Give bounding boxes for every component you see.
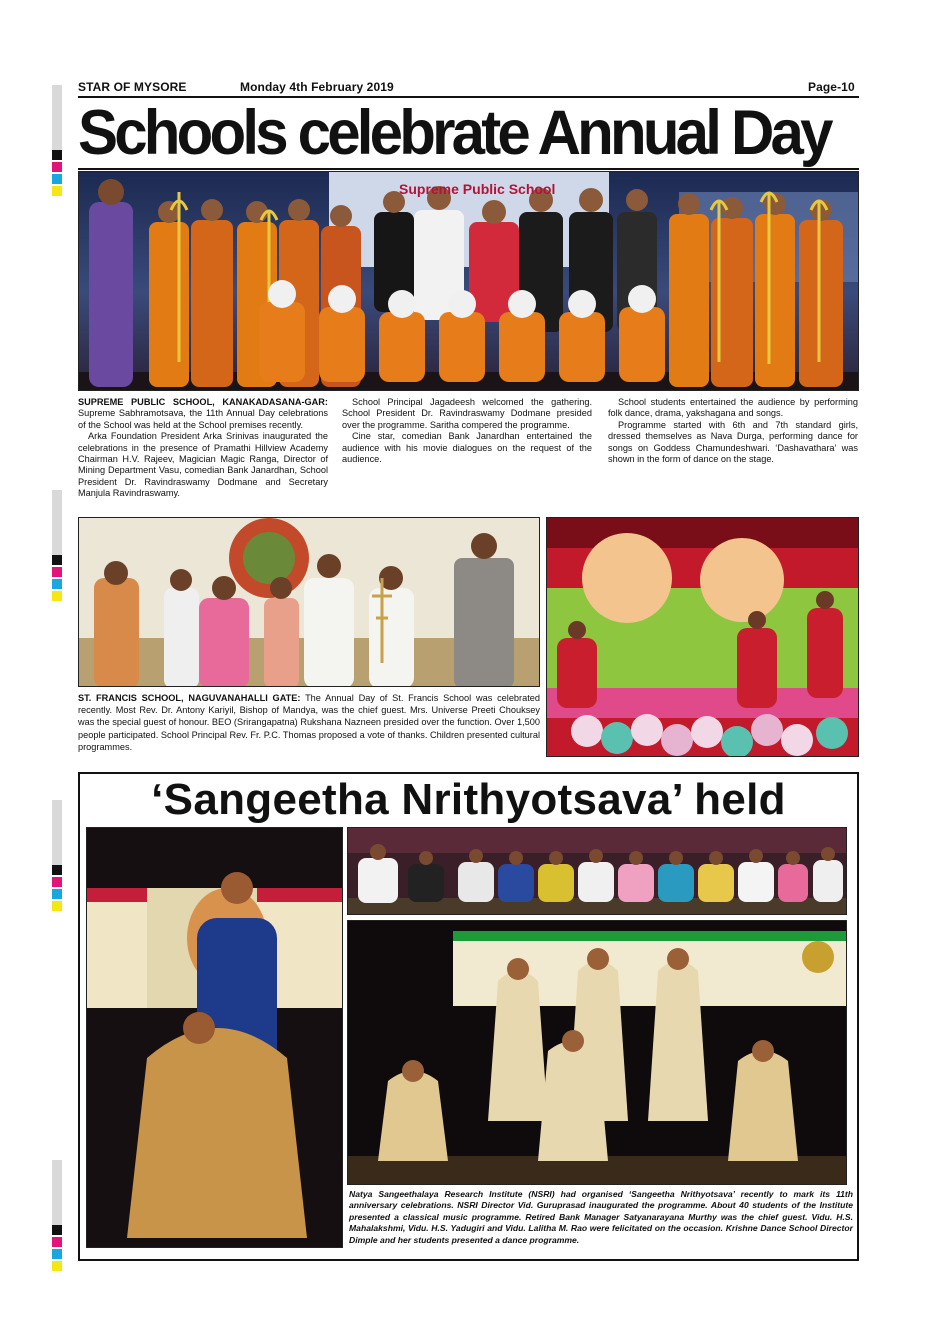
reg-cyan: [52, 889, 62, 899]
reg-grey: [52, 1160, 62, 1225]
group-photo-illustration: [79, 172, 859, 391]
reg-magenta: [52, 162, 62, 172]
reg-cyan: [52, 174, 62, 184]
reg-grey: [52, 800, 62, 865]
headline-rule: [78, 168, 859, 170]
story2-text: The Annual Day of St. Francis School was celebrated recently. Most Rev. Dr. Antony Kariyil, Bishop of Mandya, was the chief guest. Mrs. Universe Preeti Chouksey was the special guest of honour. BEO (Srirangapatna) Rukshana Nazneen presided over the function. Over 1,500 people participated. School Principal Rev. Fr. P.C. Thomas proposed a vote of thanks. Children presented cultural programmes.: [78, 693, 540, 752]
lamp-lighting-illustration: [79, 518, 540, 687]
reg-yellow: [52, 591, 62, 601]
reg-yellow: [52, 901, 62, 911]
dance-troupe-photo: [347, 920, 847, 1185]
story1-p6: Programme started with 6th and 7th standard girls, dressed themselves as Nava Durga, performing dance for songs on Goddess Chamundeshwari. ‘Dashavathara’ was shown in the form of dance on the stage.: [608, 419, 858, 465]
reg-black: [52, 865, 62, 875]
story1-p4: Cine star, comedian Bank Janardhan entertained the audience with his movie dialogues on the request of the audience.: [342, 431, 592, 465]
dancers-pose-illustration: [87, 828, 343, 1248]
story2-caption: [78, 692, 540, 753]
reg-magenta: [52, 1237, 62, 1247]
musicians-photo: [347, 827, 847, 915]
school-banner-text: Supreme Public School: [399, 181, 556, 197]
story1-lead: SUPREME PUBLIC SCHOOL, KANAKADASANA-GAR:: [78, 397, 328, 407]
reg-cyan: [52, 1249, 62, 1259]
paper-name: STAR OF MYSORE: [78, 80, 187, 94]
reg-grey: [52, 85, 62, 150]
reg-magenta: [52, 877, 62, 887]
reg-cyan: [52, 579, 62, 589]
story2-lead: ST. FRANCIS SCHOOL, NAGUVANAHALLI GATE:: [78, 693, 301, 703]
reg-yellow: [52, 1261, 62, 1271]
story1-p3: School Principal Jagadeesh welcomed the gathering. School President Dr. Ravindraswamy Dodmane presided over the programme. Saritha compered the programme.: [342, 397, 592, 430]
reg-black: [52, 555, 62, 565]
reg-magenta: [52, 567, 62, 577]
issue-date: Monday 4th February 2019: [240, 80, 394, 94]
dance-troupe-illustration: [348, 921, 847, 1185]
musicians-illustration: [348, 828, 847, 915]
story1-column-2: [342, 397, 592, 465]
story1-column-3: [608, 397, 858, 465]
reg-black: [52, 1225, 62, 1235]
story3-caption: Natya Sangeethalaya Research Institute (NSRI) had organised ‘Sangeetha Nrithyotsava’ recently to mark its 11th anniversary celebrations. NSRI Director Vid. Guruprasad inaugurated the programme. About 40 students of the Institute presented a classical music programme. Retired Bank Manager Satyanarayana Murthy was the chief guest. Vidu. H.S. Mahalakshmi, Vidu. H.S. Yadugiri and Vidu. Lalitha M. Rao were felicitated on the occasion. Krishne Dance School Director Dimple and her students presented a dance programme.: [349, 1189, 853, 1245]
st-francis-lamp-lighting-photo: [78, 517, 540, 687]
st-francis-stage-dance-photo: [546, 517, 859, 757]
page-number: Page-10: [808, 80, 855, 94]
sangeetha-title: ‘Sangeetha Nrithyotsava’ held: [151, 775, 786, 824]
reg-black: [52, 150, 62, 160]
supreme-school-group-photo: [78, 171, 859, 391]
reg-yellow: [52, 186, 62, 196]
story1-p1: Supreme Sabhramotsava, the 11th Annual Day celebrations of the School was held at the School premises recently.: [78, 408, 328, 430]
page-headline: Schools celebrate Annual Day: [78, 97, 830, 168]
story1-p5: School students entertained the audience by performing folk dance, drama, yakshagana and songs.: [608, 397, 858, 419]
story1-p2: Arka Foundation President Arka Srinivas inaugurated the celebrations in the presence of Pramathi Hillview Academy Chairman H.V. Rajeev, Magician Magic Ranga, Director of Mining Department Vasu, comedian Bank Janardhan, School President Dr. Ravindraswamy Dodmane and Secretary Manjula Ravindraswamy.: [78, 431, 328, 499]
reg-grey: [52, 490, 62, 555]
stage-dance-illustration: [547, 518, 859, 757]
dancers-pose-photo: [86, 827, 343, 1248]
